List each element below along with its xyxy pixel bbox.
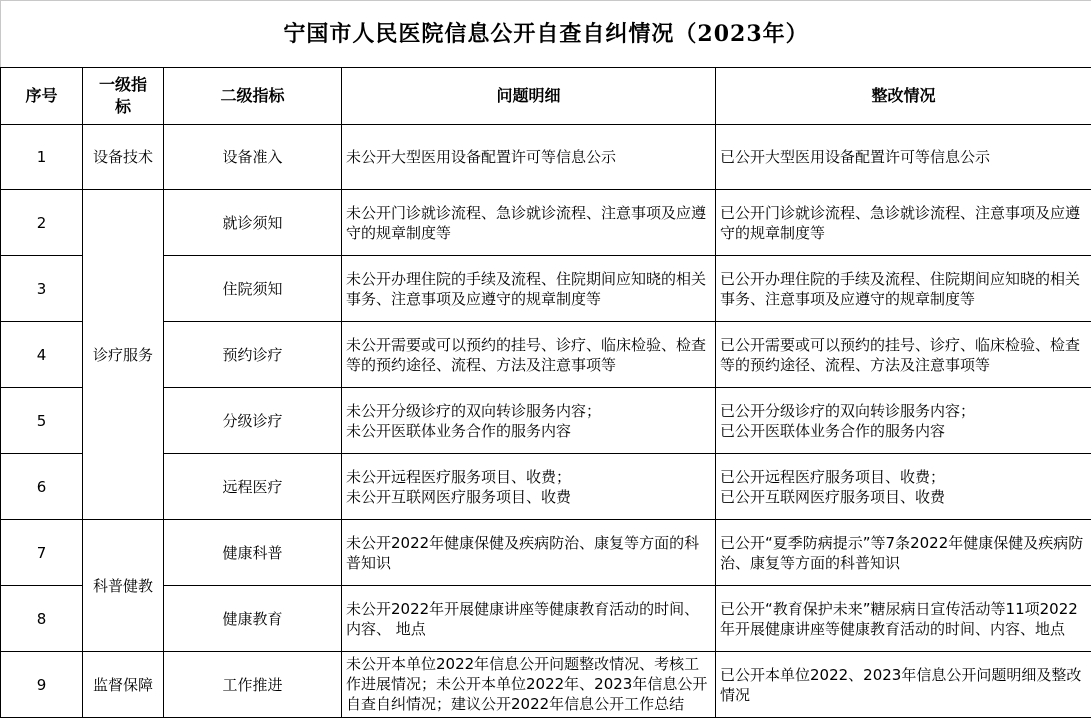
row-problem: 未公开门诊就诊流程、急诊就诊流程、注意事项及应遵守的规章制度等 xyxy=(342,190,716,256)
row-index: 4 xyxy=(1,322,83,388)
row-index: 8 xyxy=(1,586,83,652)
header-level2: 二级指标 xyxy=(164,68,342,125)
row-problem: 未公开2022年健康保健及疾病防治、康复等方面的科普知识 xyxy=(342,520,716,586)
header-level1: 一级指标 xyxy=(83,68,164,125)
row-rectification: 已公开分级诊疗的双向转诊服务内容； 已公开医联体业务合作的服务内容 xyxy=(716,388,1091,454)
row-problem: 未公开需要或可以预约的挂号、诊疗、临床检验、检查等的预约途径、流程、方法及注意事项等 xyxy=(342,322,716,388)
header-rectification: 整改情况 xyxy=(716,68,1091,125)
row-level2: 工作推进 xyxy=(164,652,342,718)
group-equipment: 设备技术 xyxy=(83,125,164,190)
row-problem: 未公开办理住院的手续及流程、住院期间应知晓的相关事务、注意事项及应遵守的规章制度等 xyxy=(342,256,716,322)
table-row xyxy=(1,454,1091,520)
title-row xyxy=(1,1,1091,68)
header-row xyxy=(1,68,1091,125)
group-supervision: 监督保障 xyxy=(83,652,164,718)
header-problem: 问题明细 xyxy=(342,68,716,125)
row-index: 5 xyxy=(1,388,83,454)
table-row xyxy=(1,190,1091,256)
row-level2: 预约诊疗 xyxy=(164,322,342,388)
row-level2: 设备准入 xyxy=(164,125,342,190)
row-problem: 未公开大型医用设备配置许可等信息公示 xyxy=(342,125,716,190)
row-level2: 分级诊疗 xyxy=(164,388,342,454)
table-row xyxy=(1,586,1091,652)
table-row xyxy=(1,520,1091,586)
row-rectification: 已公开大型医用设备配置许可等信息公示 xyxy=(716,125,1091,190)
row-index: 7 xyxy=(1,520,83,586)
row-rectification: 已公开办理住院的手续及流程、住院期间应知晓的相关事务、注意事项及应遵守的规章制度等 xyxy=(716,256,1091,322)
group-science: 科普健教 xyxy=(83,520,164,652)
table-row xyxy=(1,256,1091,322)
table-row xyxy=(1,652,1091,718)
row-rectification: 已公开“夏季防病提示”等7条2022年健康保健及疾病防治、康复等方面的科普知识 xyxy=(716,520,1091,586)
row-rectification: 已公开远程医疗服务项目、收费； 已公开互联网医疗服务项目、收费 xyxy=(716,454,1091,520)
table-row xyxy=(1,388,1091,454)
row-rectification: 已公开需要或可以预约的挂号、诊疗、临床检验、检查等的预约途径、流程、方法及注意事项等 xyxy=(716,322,1091,388)
row-level2: 住院须知 xyxy=(164,256,342,322)
row-index: 2 xyxy=(1,190,83,256)
table-row xyxy=(1,125,1091,190)
row-problem: 未公开分级诊疗的双向转诊服务内容； 未公开医联体业务合作的服务内容 xyxy=(342,388,716,454)
row-index: 1 xyxy=(1,125,83,190)
row-level2: 健康科普 xyxy=(164,520,342,586)
row-level2: 就诊须知 xyxy=(164,190,342,256)
row-problem: 未公开远程医疗服务项目、收费； 未公开互联网医疗服务项目、收费 xyxy=(342,454,716,520)
row-rectification: 已公开“教育保护未来”糖尿病日宣传活动等11项2022年开展健康讲座等健康教育活动的时间、内容、地点 xyxy=(716,586,1091,652)
row-level2: 远程医疗 xyxy=(164,454,342,520)
row-index: 9 xyxy=(1,652,83,718)
row-rectification: 已公开本单位2022、2023年信息公开问题明细及整改情况 xyxy=(716,652,1091,718)
table-row xyxy=(1,322,1091,388)
row-rectification: 已公开门诊就诊流程、急诊就诊流程、注意事项及应遵守的规章制度等 xyxy=(716,190,1091,256)
page-title: 宁国市人民医院信息公开自查自纠情况（2023年） xyxy=(1,1,1091,68)
row-problem: 未公开本单位2022年信息公开问题整改情况、考核工作进展情况；未公开本单位2022年、2023年信息公开自查自纠情况；建议公开2022年信息公开工作总结 xyxy=(342,652,716,718)
group-clinical: 诊疗服务 xyxy=(83,190,164,520)
header-index: 序号 xyxy=(1,68,83,125)
row-index: 3 xyxy=(1,256,83,322)
row-level2: 健康教育 xyxy=(164,586,342,652)
row-problem: 未公开2022年开展健康讲座等健康教育活动的时间、内容、 地点 xyxy=(342,586,716,652)
row-index: 6 xyxy=(1,454,83,520)
